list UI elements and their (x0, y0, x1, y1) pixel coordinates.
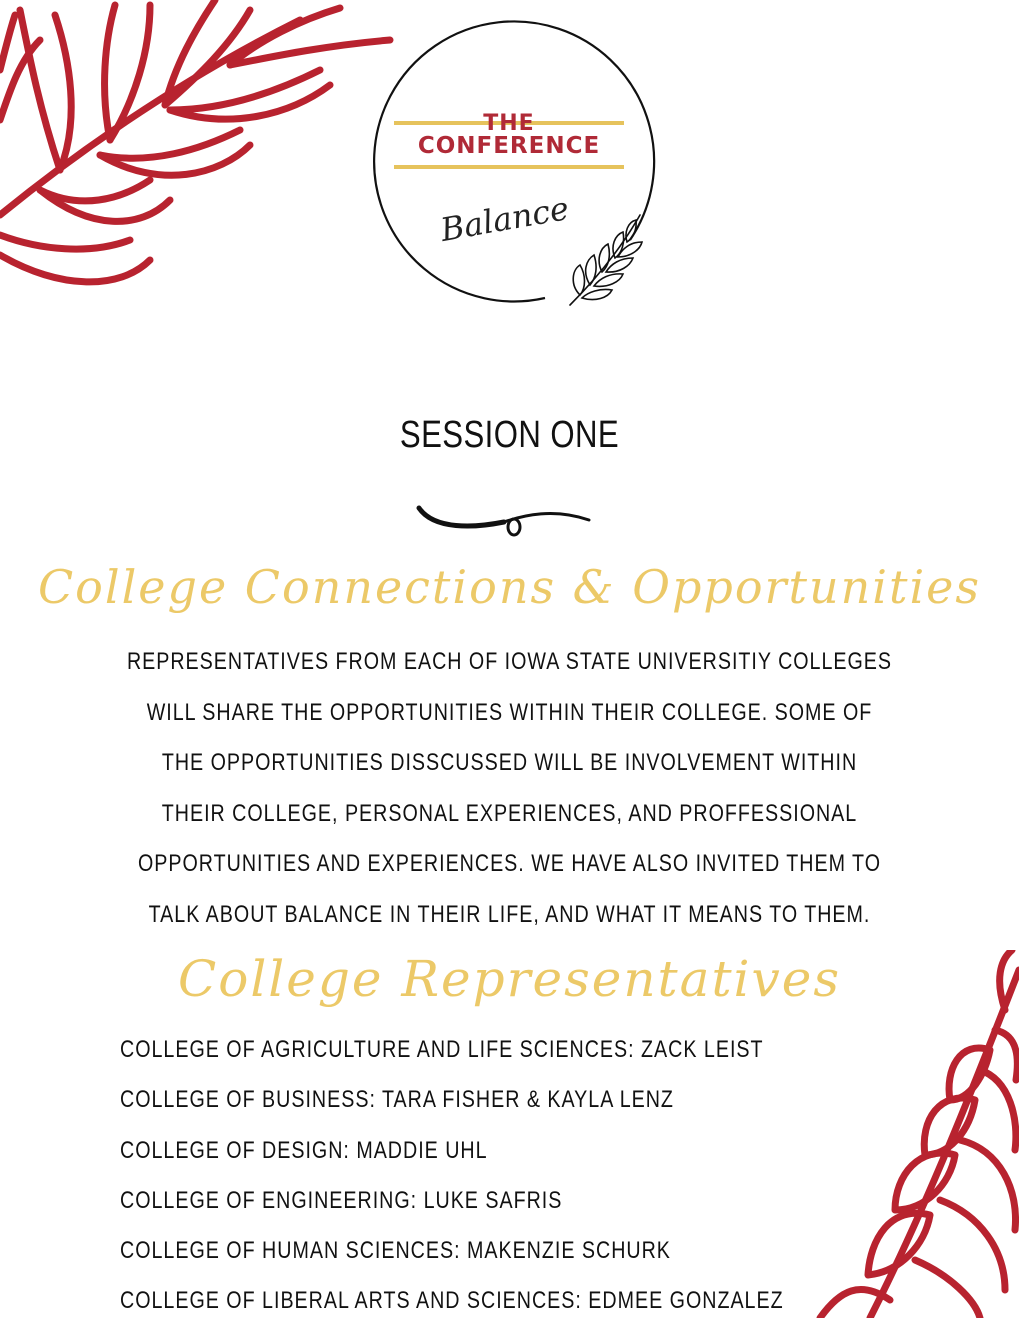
description-line: THE OPPORTUNITIES DISSCUSSED WILL BE INVOLVEMENT WITHIN (161, 749, 858, 776)
logo-subtitle: Balance (437, 189, 572, 249)
session-title: SESSION ONE (399, 414, 620, 456)
description-line: OPPORTUNITIES AND EXPERIENCES. WE HAVE ALSO INVITED THEM TO (137, 850, 881, 877)
section-heading-representatives: College Representatives (177, 950, 842, 1008)
list-item: COLLEGE OF LIBERAL ARTS AND SCIENCES: EDMEE GONZALEZ (120, 1287, 784, 1315)
flourish-icon (414, 500, 594, 540)
list-item: COLLEGE OF DESIGN: MADDIE UHL (120, 1136, 488, 1164)
logo-title-the: THE (483, 111, 535, 136)
list-item: COLLEGE OF HUMAN SCIENCES: MAKENZIE SCHURK (120, 1237, 671, 1265)
session-description (0, 644, 1019, 947)
description-line: REPRESENTATIVES FROM EACH OF IOWA STATE UNIVERSITIY COLLEGES (126, 648, 893, 675)
list-item: COLLEGE OF ENGINEERING: LUKE SAFRIS (120, 1186, 563, 1214)
red-leaf-icon (0, 0, 420, 300)
description-line: THEIR COLLEGE, PERSONAL EXPERIENCES, AND PROFFESSIONAL (161, 799, 858, 827)
logo-rule-bottom (394, 165, 624, 169)
list-item: COLLEGE OF BUSINESS: TARA FISHER & KAYLA LENZ (120, 1086, 674, 1114)
list-item: COLLEGE OF AGRICULTURE AND LIFE SCIENCES: ZACK LEIST (120, 1036, 764, 1063)
logo-title-conference: CONFERENCE (417, 133, 601, 159)
conference-logo (360, 20, 670, 310)
description-line: TALK ABOUT BALANCE IN THEIR LIFE, AND WHAT IT MEANS TO THEM. (148, 900, 871, 928)
representatives-list (120, 1032, 820, 1334)
section-heading-connections: College Connections & Opportunities (37, 560, 982, 614)
sprig-icon (560, 210, 660, 310)
description-line: WILL SHARE THE OPPORTUNITIES WITHIN THEIR COLLEGE. SOME OF (146, 698, 873, 726)
